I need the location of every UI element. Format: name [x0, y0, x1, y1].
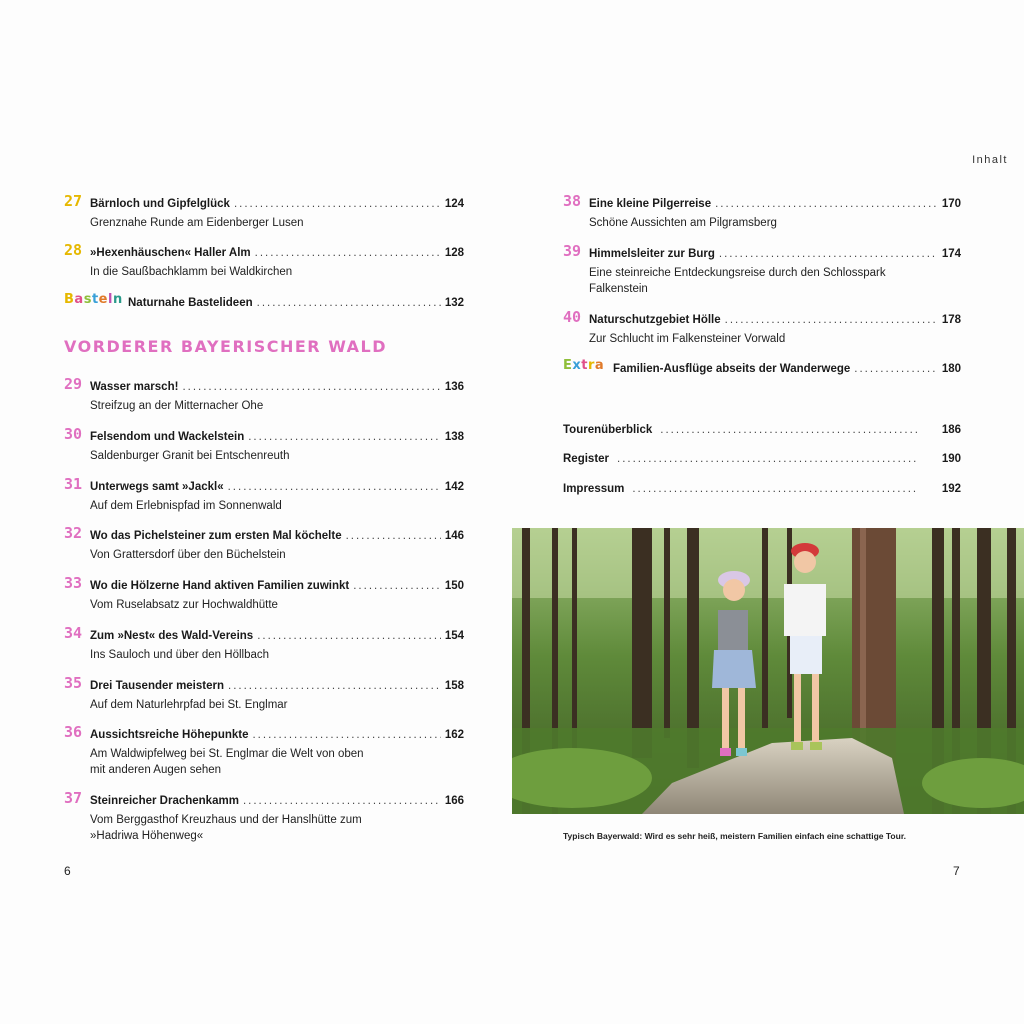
page-number: 192 — [941, 483, 961, 495]
page-number: 162 — [444, 729, 464, 741]
leader-dots — [228, 479, 441, 495]
toc-entry-basteln[interactable] — [64, 292, 464, 311]
entry-subtitle: Streifzug an der Mitternacher Ohe — [90, 400, 264, 412]
running-head: Inhalt — [972, 154, 1008, 166]
label-letter: r — [588, 358, 595, 373]
leader-dots — [346, 528, 441, 544]
leader-dots — [660, 424, 919, 436]
leader-dots — [228, 678, 441, 694]
page-number: 174 — [941, 248, 961, 260]
page-number: 166 — [444, 795, 464, 807]
entry-subtitle: Von Grattersdorf über den Büchelstein — [90, 549, 286, 561]
page-number-right: 7 — [953, 864, 960, 878]
leader-dots — [719, 246, 938, 262]
entry-subtitle: Vom Ruselabsatz zur Hochwaldhütte — [90, 599, 278, 611]
forest-photo — [512, 528, 1024, 814]
entry-title: Naturnahe Bastelideen — [128, 297, 253, 309]
page-number: 124 — [444, 198, 464, 210]
entry-title: Zum »Nest« des Wald-Vereins — [90, 630, 254, 642]
toc-entry-36[interactable] — [64, 723, 464, 778]
toc-entry-33[interactable] — [64, 574, 464, 613]
tour-number: 31 — [64, 475, 83, 493]
page-number: 154 — [444, 630, 464, 642]
label-letter: t — [581, 358, 588, 373]
page-number-left: 6 — [64, 864, 71, 878]
toc-entry-37[interactable] — [64, 789, 464, 844]
entry-title: Steinreicher Drachenkamm — [90, 795, 239, 807]
leader-dots — [252, 727, 440, 743]
entry-subtitle: Grenznahe Runde am Eidenberger Lusen — [90, 217, 304, 229]
page-number: 138 — [444, 431, 464, 443]
label-letter: t — [91, 292, 99, 307]
section-heading: VORDERER BAYERISCHER WALD — [64, 337, 387, 356]
page-number: 146 — [444, 530, 464, 542]
toc-entry-register[interactable] — [563, 453, 961, 465]
leader-dots — [854, 361, 938, 377]
entry-subtitle: Ins Sauloch und über den Höllbach — [90, 649, 270, 661]
entry-subtitle: Eine steinreiche Entdeckungsreise durch den Schlosspark — [589, 267, 886, 279]
page-number: 128 — [444, 247, 464, 259]
entry-subtitle: Saldenburger Granit bei Entschenreuth — [90, 450, 290, 462]
toc-entry-28[interactable] — [64, 241, 464, 280]
leader-dots — [632, 483, 919, 495]
basteln-label — [64, 292, 123, 307]
label-letter: E — [563, 358, 573, 373]
entry-title: »Hexenhäuschen« Haller Alm — [90, 247, 251, 259]
label-letter: a — [594, 358, 605, 373]
entry-title: Register — [563, 453, 610, 465]
entry-title: Felsendom und Wackelstein — [90, 431, 245, 443]
label-letter: e — [98, 292, 108, 307]
entry-title: Wasser marsch! — [90, 381, 179, 393]
entry-subtitle: Schöne Aussichten am Pilgramsberg — [589, 217, 777, 229]
entry-subtitle-line2: Falkenstein — [589, 283, 648, 295]
toc-entry-tourenueberblick[interactable] — [563, 424, 961, 436]
leader-dots — [725, 312, 938, 328]
toc-entry-31[interactable] — [64, 475, 464, 514]
leader-dots — [617, 453, 919, 465]
toc-entry-27[interactable] — [64, 192, 464, 231]
tour-number: 27 — [64, 192, 83, 210]
entry-subtitle: Auf dem Naturlehrpfad bei St. Englmar — [90, 699, 288, 711]
entry-title: Eine kleine Pilgerreise — [589, 198, 712, 210]
toc-entry-extra[interactable] — [563, 358, 961, 377]
entry-subtitle: Am Waldwipfelweg bei St. Englmar die Welt von oben — [90, 748, 364, 760]
tour-number: 37 — [64, 789, 83, 807]
leader-dots — [353, 578, 441, 594]
page-number: 178 — [941, 314, 961, 326]
tour-number: 34 — [64, 624, 83, 642]
entry-title: Familien-Ausflüge abseits der Wanderwege — [613, 363, 851, 375]
leader-dots — [257, 628, 441, 644]
entry-subtitle: Zur Schlucht im Falkensteiner Vorwald — [589, 333, 786, 345]
extra-label — [563, 358, 604, 373]
leader-dots — [248, 429, 441, 445]
entry-subtitle-line2: mit anderen Augen sehen — [90, 764, 222, 776]
page-number: 186 — [941, 424, 961, 436]
toc-entry-35[interactable] — [64, 674, 464, 713]
entry-subtitle-line2: »Hadriwa Höhenweg« — [90, 830, 204, 842]
entry-title: Tourenüberblick — [563, 424, 653, 436]
tour-number: 36 — [64, 723, 83, 741]
toc-entry-29[interactable] — [64, 375, 464, 414]
entry-title: Wo das Pichelsteiner zum ersten Mal köchelte — [90, 530, 342, 542]
page-number: 180 — [941, 363, 961, 375]
entry-title: Himmelsleiter zur Burg — [589, 248, 715, 260]
page-number: 190 — [941, 453, 961, 465]
toc-entry-38[interactable] — [563, 192, 961, 231]
leader-dots — [234, 196, 441, 212]
page-number: 142 — [444, 481, 464, 493]
toc-entry-32[interactable] — [64, 524, 464, 563]
tour-number: 33 — [64, 574, 83, 592]
page-number: 132 — [444, 297, 464, 309]
entry-subtitle: Vom Berggasthof Kreuzhaus und der Hanslhütte zum — [90, 814, 362, 826]
entry-title: Bärnloch und Gipfelglück — [90, 198, 230, 210]
label-letter: l — [108, 292, 113, 307]
tour-number: 28 — [64, 241, 83, 259]
page-number: 158 — [444, 680, 464, 692]
label-letter: B — [64, 292, 75, 307]
tour-number: 29 — [64, 375, 83, 393]
page-number: 170 — [941, 198, 961, 210]
entry-title: Unterwegs samt »Jackl« — [90, 481, 224, 493]
leader-dots — [243, 793, 441, 809]
toc-entry-impressum[interactable] — [563, 483, 961, 495]
tour-number: 32 — [64, 524, 83, 542]
entry-title: Naturschutzgebiet Hölle — [589, 314, 721, 326]
label-letter: x — [572, 358, 582, 373]
tour-number: 38 — [563, 192, 582, 210]
label-letter: n — [112, 292, 123, 307]
tour-number: 35 — [64, 674, 83, 692]
leader-dots — [257, 295, 441, 311]
label-letter: s — [83, 292, 92, 307]
page-number: 136 — [444, 381, 464, 393]
entry-title: Aussichtsreiche Höhepunkte — [90, 729, 249, 741]
tour-number: 30 — [64, 425, 83, 443]
leader-dots — [255, 245, 441, 261]
entry-title: Drei Tausender meistern — [90, 680, 225, 692]
entry-title: Wo die Hölzerne Hand aktiven Familien zuwinkt — [90, 580, 350, 592]
toc-entry-34[interactable] — [64, 624, 464, 663]
tour-number: 40 — [563, 308, 582, 326]
page-number: 150 — [444, 580, 464, 592]
leader-dots — [182, 379, 440, 395]
tour-number: 39 — [563, 242, 582, 260]
toc-entry-30[interactable] — [64, 425, 464, 464]
entry-title: Impressum — [563, 483, 625, 495]
label-letter: a — [74, 292, 84, 307]
toc-entry-40[interactable] — [563, 308, 961, 347]
leader-dots — [715, 196, 938, 212]
entry-subtitle: In die Saußbachklamm bei Waldkirchen — [90, 266, 293, 278]
entry-subtitle: Auf dem Erlebnispfad im Sonnenwald — [90, 500, 282, 512]
toc-entry-39[interactable] — [563, 242, 961, 297]
photo-caption: Typisch Bayerwald: Wird es sehr heiß, meistern Familien einfach eine schattige Tour. — [563, 831, 907, 841]
